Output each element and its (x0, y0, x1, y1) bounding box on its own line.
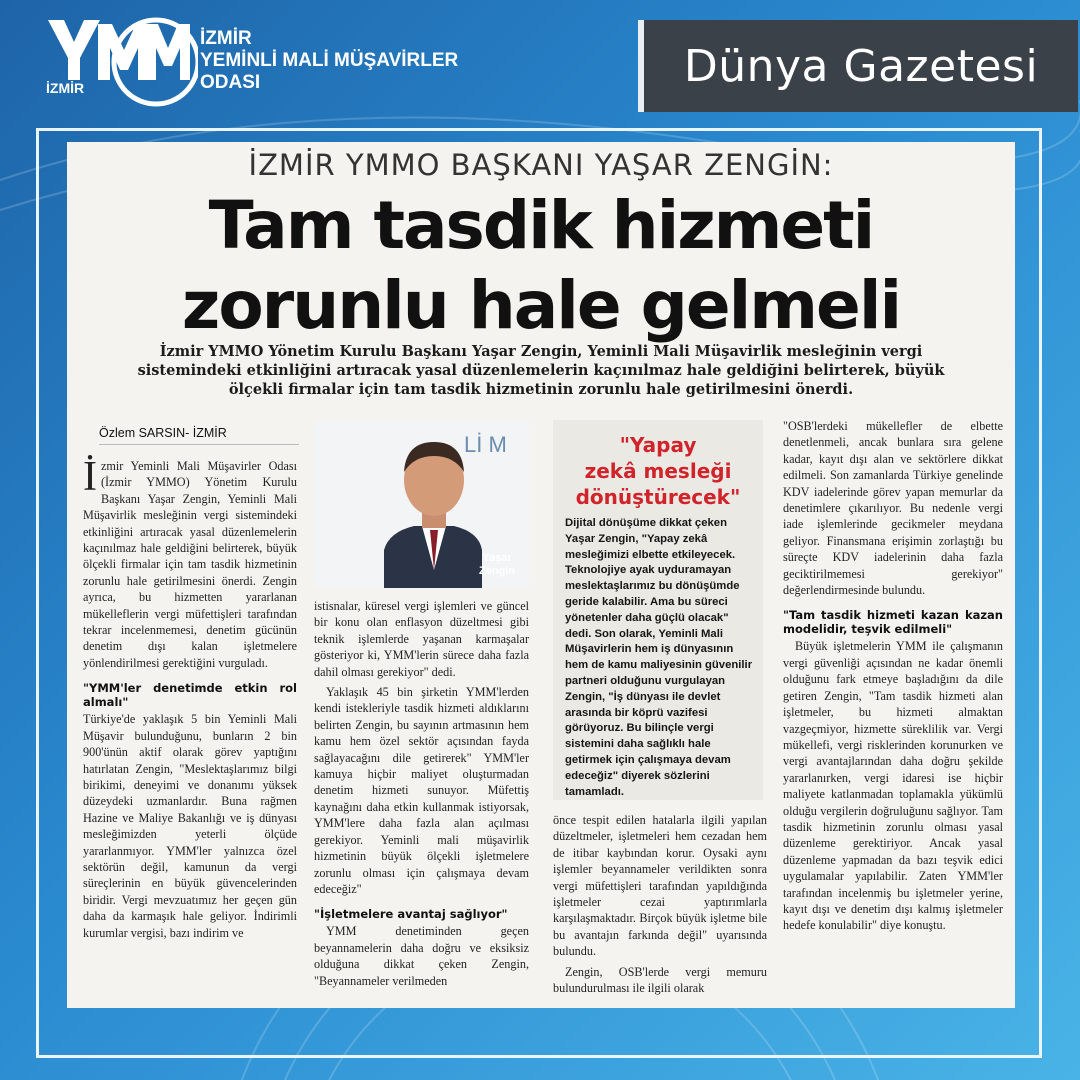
column-3 (553, 812, 767, 1000)
organization-name (200, 28, 458, 94)
column-4 (783, 418, 1003, 938)
col1-subheading: "YMM'ler denetimde etkin rol almalı" (83, 681, 297, 710)
spot-line-2: sistemindeki etkinliğini artıracak yasal düzenlemelerin kaçınılmaz hale geldiğini belirterek, büyük (137, 362, 945, 379)
col4-body-1: "OSB'lerdeki mükellefler de elbette denetlenmeli, ancak bunlara sıra gelene kadar, kayıt dışı alan ve sektörlere dikkat edilmeli. Son zamanlarda Türkiye genelinde KDV iadelerinde görev yapan memurlar da denetimlere çıkarılıyor. Bu nedenle vergi iade işlemlerinde gecikmeler meydana geliyor. Finansmana erişimin zorlaştığı bu süreçte KDV iadelerinin daha fazla geciktirilmemesi gerekiyor" değerlendirmesinde bulundu. (783, 419, 1003, 598)
quote-box-text: Dijital dönüşüme dikkat çeken Yaşar Zengin, "Yapay zekâ mesleğimizi elbette etkileyecek. Teknolojiye ayak uyduramayan meslektaşlarımız bu dönüşümde geride kalabilir. Ama bu süreci yönetenler daha güçlü olacak" dedi. Son olarak, Yeminli Mali Müşavirlerin hem iş dünyasının hem de kamu maliyesinin güvenilir partneri olduğunu vurgulayan Zengin, "İş dünyası ile devlet arasında bir köprü vazifesi görüyoruz. Bu bilinçle vergi sistemini daha sağlıklı hale getirmek için çalışmaya devam edeceğiz" diyerek sözlerini tamamladı. (565, 517, 753, 798)
col2-body-3: YMM denetiminden geçen beyannamelerin daha doğru ve eksiksiz olduğuna dikkat çeken Zengin, "Beyannameler verilmeden (314, 924, 529, 988)
caption-line-2: Zengin (478, 565, 515, 577)
spot-line-1: İzmir YMMO Yönetim Kurulu Başkanı Yaşar Zengin, Yeminli Mali Müşavirlik mesleğinin vergi (159, 343, 923, 360)
col4-subheading: "Tam tasdik hizmeti kazan kazan modelidir, teşvik edilmeli" (783, 608, 1003, 637)
headline-line-1: Tam tasdik hizmeti (208, 187, 874, 264)
spot-line-3: ölçekli firmalar için tam tasdik hizmetinin zorunlu hale getirilmesini önerdi. (228, 381, 854, 398)
publication-badge (638, 20, 1078, 112)
col1-body: Türkiye'de yaklaşık 5 bin Yeminli Mali Müşavir bulunduğunu, bunların 2 bin 900'ünün aktif olarak görev yaptığını hatırlatan Zengin, "Meslektaşlarımız bilgi birikimi, deneyimi ve donanımı yüksek düzeydeki uzmanlardır. Buna rağmen Hazine ve Maliye Bakanlığı ve iş dünyası mesleğimizden yeterli ölçüde yararlanmıyor. YMM'ler yalnızca özel sektörün değil, kamunun da vergi süreçlerinin en büyük güvencelerinden biridir. Vergi mevzuatımız her geçen gün daha da karmaşık hale geliyor. İndirimli kurumlar vergisi, bazı indirim ve (83, 712, 297, 940)
col2-body-1: istisnalar, küresel vergi işlemleri ve güncel bir konu olan enflasyon düzeltmesi gibi teknik işlemlerde yaşanan karmaşalar gösteriyor ki, YMM'lerin sürece daha fazla dahil olması gerekiyor" dedi. (314, 599, 529, 679)
logo-city: İZMİR (46, 80, 85, 96)
portrait-photo (314, 420, 529, 588)
kicker: İZMİR YMMO BAŞKANI YAŞAR ZENGİN: (248, 148, 834, 182)
col2-subheading: "İşletmelere avantaj sağlıyor" (314, 907, 508, 922)
quote-title (553, 432, 763, 510)
byline: Özlem SARSIN- İZMİR (99, 426, 227, 440)
column-2 (314, 598, 529, 993)
column-1 (83, 454, 297, 945)
headline-line-2: zorunlu hale gelmeli (181, 267, 901, 344)
col3-body-2: Zengin, OSB'lerde vergi memuru bulundurulması ile ilgili olarak (553, 964, 767, 996)
photo-caption (479, 552, 515, 578)
col2-body-2: Yaklaşık 45 bin şirketin YMM'lerden kendi istekleriyle tasdik hizmeti aldıklarını belirten Zengin, bu sayının artmasının hem kamu hem özel sektör açısından fayda sağlayacağını dile getirerek" YMM'ler kamuya hiçbir maliyet oluşturmadan denetim hizmeti sunuyor. Müfettiş kaynağını daha etkin kullanmak istiyorsak, YMM'lere daha fazla alan açılması gerekiyor. Yeminli mali müşavirlik hizmetinin büyük ölçekli işletmelere zorunlu olması için çalışmaya devam edeceğiz" (314, 685, 529, 896)
org-line-3: ODASI (200, 72, 261, 93)
org-line-1: İZMİR (200, 28, 252, 49)
dropcap: İ (83, 454, 97, 500)
col1-intro: zmir Yeminli Mali Müşavirler Odası (İzmir YMMO) Yönetim Kurulu Başkanı Yaşar Zengin, Yeminli Mali Müşavirlik mesleğinin vergi sistemindeki etkinliğini artıracak yasal düzenlemelerin kaçınılmaz hale geldiğini belirterek, büyük ölçekli firmalar için tam tasdik hizmetinin zorunlu hale getirilmesini önerdi. Zengin ayrıca, bu hizmetten yararlanan mükelleflerin vergi müfettişleri tarafından tekrar incelenmemesi, denetim gücünün denetim dışı kalan işletmelere yönlendirilmesi gerektiğini vurguladı. (83, 459, 297, 670)
col4-body-2: Büyük işletmelerin YMM ile çalışmanın vergi güvenliği açısından ne kadar önemli olduğunu fark etmeye başladığını da dile getiren Zengin, "Tam tasdik hizmeti alan işletmeler, bu hizmeti almaktan vazgeçmiyor, hizmette süreklilik var. Vergi mükellefi, vergi risklerinden korunurken ve vergi avantajlarından daha doğru şekilde yararlanırken, vergi idaresi ise hiçbir maliyete katlanmadan toplamakla yükümlü olduğu vergilerin doğruluğunu sağlıyor. Tam tasdik hizmetinin zorunlu olması yasal düzenleme gerektiriyor. Ancak yasal düzenleme yapmadan da bazı teşvik edici uygulamalar yapılabilir. Zaten YMM'ler tarafından incelenmiş bu işletmeler yerine, kayıt dışı ve denetim dışı kalmış işletmeler hedefe konulabilir" diye konuştu. (783, 639, 1003, 933)
quote-title-line-2: zekâ mesleği (584, 459, 732, 483)
publication-name: Dünya Gazetesi (683, 40, 1039, 92)
svg-text:Lİ M: Lİ M (464, 432, 507, 457)
byline-rule (99, 444, 299, 445)
org-line-2: YEMİNLİ MALİ MÜŞAVİRLER (200, 50, 459, 71)
quote-box (553, 420, 763, 800)
col3-body: önce tespit edilen hatalarla ilgili yapılan düzeltmeler, işletmeleri hem cezadan hem de itibar kaybından korur. Oysaki aynı işlemler beyannameler verildikten sonra vergi müfettişleri tarafından yapıldığında işletmeler cezai yaptırımlarla karşılaşmaktadır. Birçok büyük işletme bile bu avantajın farkında değil" uyarısında bulundu. (553, 813, 767, 959)
quote-title-line-1: "Yapay (619, 433, 697, 457)
spot-text (97, 342, 985, 399)
headline (67, 186, 1015, 346)
quote-title-line-3: dönüştürecek" (575, 485, 741, 509)
newspaper-clipping (67, 142, 1015, 1008)
caption-line-1: Yaşar (482, 552, 512, 564)
